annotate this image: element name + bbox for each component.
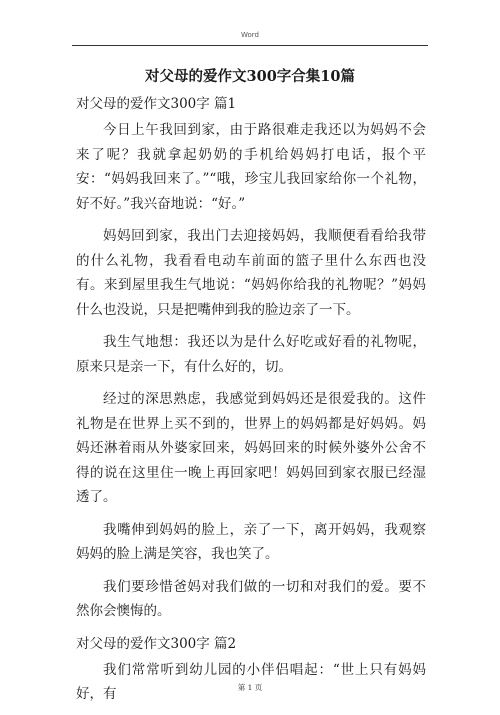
paragraph: 今日上午我回到家，由于路很难走我还以为妈妈不会来了呢？我就拿起奶奶的手机给妈妈打电话，报个平安：“妈妈我回来了。”“哦，珍宝儿我回家给你一个礼物，好不好。”我兴奋地说：“好。” xyxy=(76,122,426,212)
paragraph: 我生气地想：我还以为是什么好吃或好看的礼物呢，原来只是亲一下，有什么好的，切。 xyxy=(76,334,426,375)
paragraph: 我们要珍惜爸妈对我们做的一切和对我们的爱。要不然你会懊悔的。 xyxy=(76,578,426,619)
section-heading: 对父母的爱作文300字 篇1 xyxy=(76,96,237,112)
document-body xyxy=(76,92,426,715)
paragraph: 妈妈回到家，我出门去迎接妈妈，我顺便看看给我带的什么礼物，我看看电动车前面的篮子里什么东西也没有。来到屋里我生气地说：“妈妈你给我的礼物呢？”妈妈什么也没说，只是把嘴伸到我的脸边亲了一下。 xyxy=(76,228,426,318)
page-number: 第 1 页 xyxy=(237,683,263,692)
document-title: 对父母的爱作文300字合集10篇 xyxy=(145,68,355,85)
paragraph: 经过的深思熟虑，我感觉到妈妈还是很爱我的。这件礼物是在世界上买不到的，世界上的妈妈都是好妈妈。妈妈还淋着雨从外婆家回来，妈妈回来的时候外婆外公舍不得的说在这里住一晚上再回家吧！妈妈回到家衣服已经湿透了。 xyxy=(76,391,426,505)
section-heading: 对父母的爱作文300字 篇2 xyxy=(76,635,237,652)
paragraph: 我们常常听到幼儿园的小伴侣唱起：“世上只有妈妈好，有 xyxy=(76,661,426,702)
header-divider xyxy=(72,45,428,46)
header-label: Word xyxy=(241,31,259,39)
paragraph: 我嘴伸到妈妈的脸上，亲了一下，离开妈妈，我观察妈妈的脸上满是笑容，我也笑了。 xyxy=(76,521,426,562)
